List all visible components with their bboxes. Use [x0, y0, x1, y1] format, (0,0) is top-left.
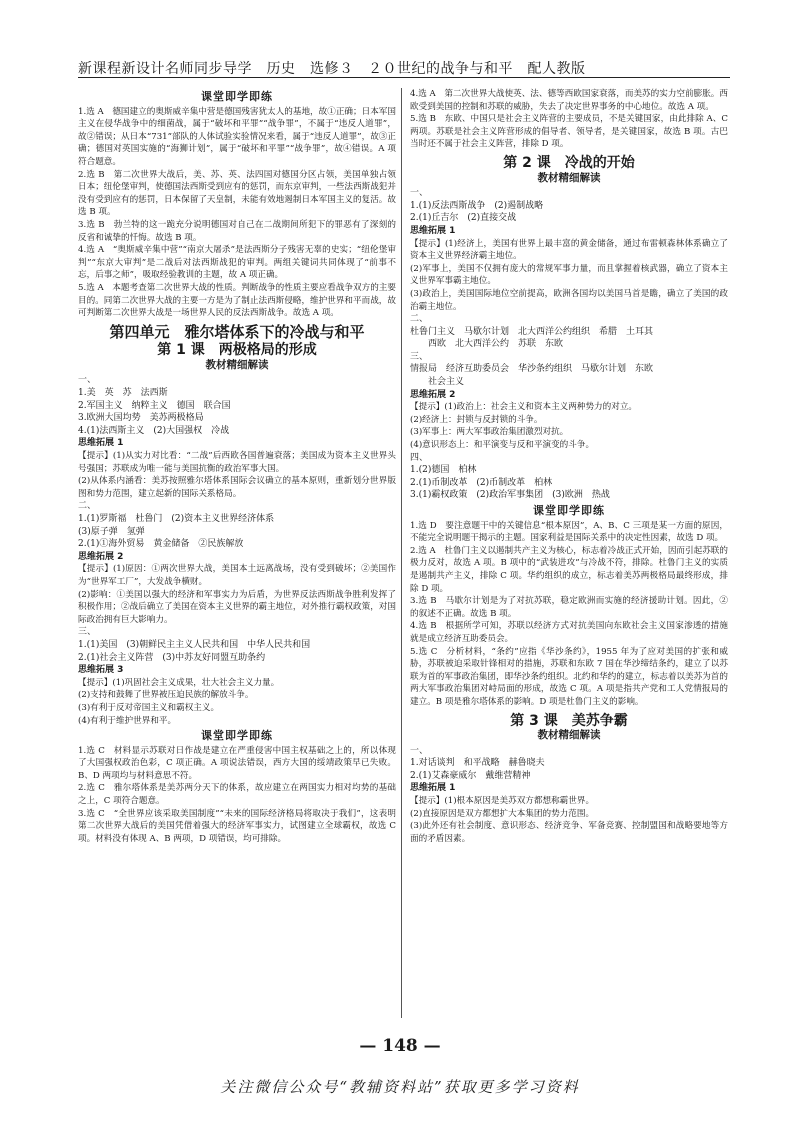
- answer-line: 二、: [410, 314, 429, 325]
- answer-line: 情报局 经济互助委员会 华沙条约组织 马歇尔计划 东欧: [410, 364, 654, 375]
- answer-line: 三、: [78, 627, 97, 638]
- paragraph: (2)军事上，美国不仅拥有庞大的常规军事力量，而且掌握着核武器，确立了资本主义世界军事霸主地位。: [410, 263, 728, 287]
- lesson-title: 第 1 课 两极格局的形成: [157, 342, 317, 359]
- thinking-extension-heading: 思维拓展 3: [78, 665, 124, 676]
- paragraph: (2)支持和鼓舞了世界被压迫民族的解放斗争。: [78, 690, 254, 701]
- answer-line: 1.对话谈判 和平战略 赫鲁晓夫: [410, 758, 545, 769]
- answer-line: 2.(1)币制改革 (2)币制改革 柏林: [410, 477, 553, 488]
- paragraph: 2.选 A 杜鲁门主义以遏制共产主义为核心，标志着冷战正式开始，因而引起苏联的极力反对，故选 A 项。B 项中的“武装进攻”与冷战不符，排除。杜鲁门主义的实质是遏制共产主义，排除 C 项。华约组织的成立，标志着美苏两极格局最终形成，排除 D 项。: [410, 545, 728, 594]
- thinking-extension-heading: 思维拓展 1: [410, 225, 456, 236]
- thinking-extension-heading: 思维拓展 2: [410, 389, 456, 400]
- answer-line: 三、: [410, 351, 429, 362]
- column-divider: [401, 88, 402, 1018]
- paragraph: 【提示】(1)从实力对比看：“二战”后西欧各国普遍衰落；美国成为资本主义世界头号强国；苏联成为唯一能与美国抗衡的政治军事大国。: [78, 451, 396, 474]
- paragraph: 5.选 A 本题考查第二次世界大战的性质。判断战争的性质主要应看战争双方的主要目的。同第二次世界大战的主要一方是为了制止法西斯侵略，维护世界和平而战，故可判断第二次世界大战是一场世界人民的反法西斯战争。故选 A 项。: [78, 282, 396, 319]
- answer-line: 一、: [410, 188, 429, 199]
- answer-line: 1.(1)美国 (3)朝鲜民主主义人民共和国 中华人民共和国: [78, 639, 311, 650]
- answer-line: 一、: [410, 745, 429, 756]
- paragraph: 2.选 B 第二次世界大战后，美、苏、英、法四国对德国分区占领，美国单独占领日本；纽伦堡审判，使德国法西斯受到应有的惩罚，而东京审判，一些法西斯战犯并没有受到应有的惩罚，日本保留了天皇制，未能有效地遏制日本军国主义的复活。故选 B 项。: [78, 169, 396, 218]
- lesson-title: 第 2 课 冷战的开始: [503, 154, 635, 171]
- left-column: [78, 88, 396, 845]
- paragraph: 【提示】(1)政治上：社会主义和资本主义两种势力的对立。: [410, 402, 638, 413]
- answer-line: 1.(1)反法西斯战争 (2)遏制战略: [410, 200, 544, 211]
- answer-line: (3)原子弹 氢弹: [78, 526, 145, 537]
- answer-line: 四、: [410, 452, 429, 463]
- thinking-extension-heading: 思维拓展 1: [78, 438, 124, 449]
- answer-line: 1.(1)罗斯福 杜鲁门 (2)资本主义世界经济体系: [78, 514, 275, 524]
- thinking-extension-heading: 思维拓展 1: [410, 783, 456, 794]
- answer-line: 2.军国主义 纳粹主义 德国 联合国: [78, 400, 231, 411]
- answer-line: 3.(1)霸权政策 (2)政治军事集团 (3)欧洲 热战: [410, 490, 610, 501]
- paragraph: (4)有利于维护世界和平。: [78, 715, 177, 726]
- paragraph: 1.选 C 材料显示苏联对日作战是建立在严重侵害中国主权基础之上的，所以体现了大国强权政治色彩，C 项正确。A 项说法错误，西方大国的绥靖政策早已失败。B、D 两项均与材料意思不符。: [78, 745, 396, 781]
- paragraph: 1.选 A 德国建立的奥斯威辛集中营是德国残害犹太人的基地，故①正确；日本军国主义在侵华战争中的细菌战，属于“破坏和平罪”“战争罪”，不属于“违反人道罪”，故②错误；从日本“731”部队的人体试验实验情况来看，属于“违反人道罪”，故③正确；德国对英国实施的“海狮计划”，属于“破坏和平罪”“战争罪”，故④错误。A 项符合题意。: [78, 106, 396, 167]
- paragraph: 5.选 C 分析材料，“条约”应指《华沙条约》，1955 年为了应对美国的扩张和威胁，苏联被迫采取针锋相对的措施，苏联和东欧 7 国在华沙缔结条约，建立了以苏联为首的军事政治集团，即华沙条约组织。北约和华约的建立，标志着以美苏为首的两大军事政治集团对峙局面的形成，故选 C 项。A 项是指共产党和工人党情报局的建立。B 项是雅尔塔体系的影响。D 项是杜鲁门主义的影响。: [410, 646, 728, 707]
- answer-line: 二、: [78, 501, 97, 512]
- paragraph: (3)此外还有社会制度、意识形态、经济竞争、军备竞赛、控制盟国和战略要地等方面的矛盾因素。: [410, 821, 728, 844]
- paragraph: (2)从体系内涵看：美苏按照雅尔塔体系国际会议确立的基本原则，重新划分世界版图和势力范围，建立起新的国际关系格局。: [78, 476, 396, 499]
- paragraph: (2)经济上：封锁与反封锁的斗争。: [410, 414, 543, 425]
- unit-title: 第四单元 雅尔塔体系下的冷战与和平: [109, 322, 365, 341]
- paragraph: 【提示】(1)原因：①两次世界大战，美国本土远离战场，没有受到破坏；②美国作为“世界军工厂”，大发战争横财。: [78, 564, 396, 587]
- subsection-heading: 教材精细解读: [537, 729, 601, 742]
- paragraph: 4.选 B 根据所学可知，苏联以经济方式对抗美国向东欧社会主义国家渗透的措施就是成立经济互助委员会。: [410, 621, 728, 644]
- paragraph: 1.选 D 要注意题干中的关键信息“根本原因”，A、B、C 三项是某一方面的原因，不能完全说明题干揭示的主题。国家利益是国际关系中的决定性因素，故选 D 项。: [410, 520, 728, 544]
- paragraph: (3)政治上，美国国际地位空前提高，欧洲各国均以美国马首是瞻，确立了美国的政治霸主地位。: [410, 288, 728, 312]
- answer-line: 4.(1)法西斯主义 (2)大国强权 冷战: [78, 425, 230, 436]
- answer-line: 1.(2)德国 柏林: [410, 465, 477, 476]
- subsection-heading: 教材精细解读: [537, 171, 601, 184]
- paragraph: 4.选 A “奥斯威辛集中营”“南京大屠杀”是法西斯分子残害无辜的史实；“纽伦堡审判”“东京大审判”是二战后对法西斯战犯的审判。两组关键词共同体现了“前事不忘，后事之师”，吸取经验教训的主题，故 A 项正确。: [78, 245, 396, 281]
- page-number: — 148 —: [359, 1036, 441, 1056]
- paragraph: 3.选 B 马歇尔计划是为了对抗苏联，稳定欧洲而实施的经济援助计划。因此，②的叙述不正确。故选 B 项。: [410, 596, 728, 619]
- paragraph: (2)影响：①美国以强大的经济和军事实力为后盾，为世界反法西斯战争胜利发挥了积极作用；②战后确立了美国在资本主义世界的霸主地位，对外推行霸权政策，对国际政治拥有巨大影响力。: [78, 589, 396, 625]
- paragraph: (2)直接原因是双方都想扩大本集团的势力范围。: [410, 808, 595, 819]
- answer-line: 1.美 英 苏 法西斯: [78, 388, 168, 399]
- paragraph: 2.选 C 雅尔塔体系是美苏两分天下的体系，故应建立在两国实力相对均势的基础之上，C 项符合题意。: [78, 783, 396, 807]
- answer-line: 2.(1)艾森豪威尔 戴维营精神: [410, 770, 531, 781]
- running-header: 新课程新设计名师同步导学 历史 选修３ ２０世纪的战争与和平 配人教版: [78, 52, 730, 78]
- thinking-extension-heading: 思维拓展 2: [78, 551, 124, 562]
- section-heading: 课堂即学即练: [201, 729, 273, 743]
- paragraph: 【提示】(1)根本原因是美苏双方都想称霸世界。: [410, 796, 595, 807]
- answer-line: 西欧 北大西洋公约 苏联 东欧: [410, 339, 564, 350]
- answer-line: 3.欧洲大国均势 美苏两极格局: [78, 413, 204, 424]
- answer-line: 杜鲁门主义 马歇尔计划 北大西洋公约组织 希腊 土耳其: [410, 326, 654, 337]
- answer-line: 2.(1)①海外贸易 黄金储备 ②民族解放: [78, 539, 244, 550]
- answer-line: 一、: [78, 375, 97, 386]
- subsection-heading: 教材精细解读: [205, 358, 269, 371]
- paragraph: (3)有利于反对帝国主义和霸权主义。: [78, 702, 220, 713]
- lesson-title: 第 3 课 美苏争霸: [510, 712, 628, 729]
- answer-line: 社会主义: [410, 377, 465, 388]
- paragraph: (3)军事上：两大军事政治集团激烈对抗。: [410, 427, 569, 438]
- answer-line: 2.(1)社会主义阵营 (3)中苏友好同盟互助条约: [78, 652, 266, 663]
- paragraph: 3.选 C “全世界应该采取美国制度”“未来的国际经济格局将取决于我们”，这表明第二次世界大战后的美国凭借着强大的经济军事实力，试图建立全球霸权，故选 C 项。材料没有体现 A、B 两项，D 项错误，均可排除。: [78, 808, 396, 844]
- paragraph: 3.选 B 勃兰特的这一跪充分说明德国对自己在二战期间所犯下的罪恶有了深刻的反省和诚挚的忏悔。故选 B 项。: [78, 219, 396, 243]
- footer-watermark: 关注微信公众号“教辅资料站”获取更多学习资料: [220, 1078, 580, 1096]
- paragraph: 4.选 A 第二次世界大战使英、法、德等西欧国家衰落，而美苏的实力空前膨胀。西欧受到美国的控制和苏联的威胁，失去了决定世界事务的中心地位。故选 A 项。: [410, 89, 728, 112]
- section-heading: 课堂即学即练: [201, 90, 273, 103]
- paragraph: (4)意识形态上：和平演变与反和平演变的斗争。: [410, 440, 595, 451]
- paragraph: 5.选 B 东欧、中国只是社会主义阵营的主要成员，不是关键国家，由此排除 A、C 两项。苏联是社会主义阵营形成的倡导者、领导者，是关键国家，故选 B 项。古巴当时还不属于社会主义阵营，排除 D 项。: [410, 114, 728, 150]
- section-heading: 课堂即学即练: [533, 504, 605, 517]
- paragraph: 【提示】(1)巩固社会主义成果，壮大社会主义力量。: [78, 677, 280, 688]
- paragraph: 【提示】(1)经济上，美国有世界上最丰富的黄金储备，通过布雷顿森林体系确立了资本主义世界经济霸主地位。: [410, 238, 728, 262]
- right-column: [410, 88, 728, 845]
- answer-line: 2.(1)丘吉尔 (2)直接交战: [410, 213, 517, 224]
